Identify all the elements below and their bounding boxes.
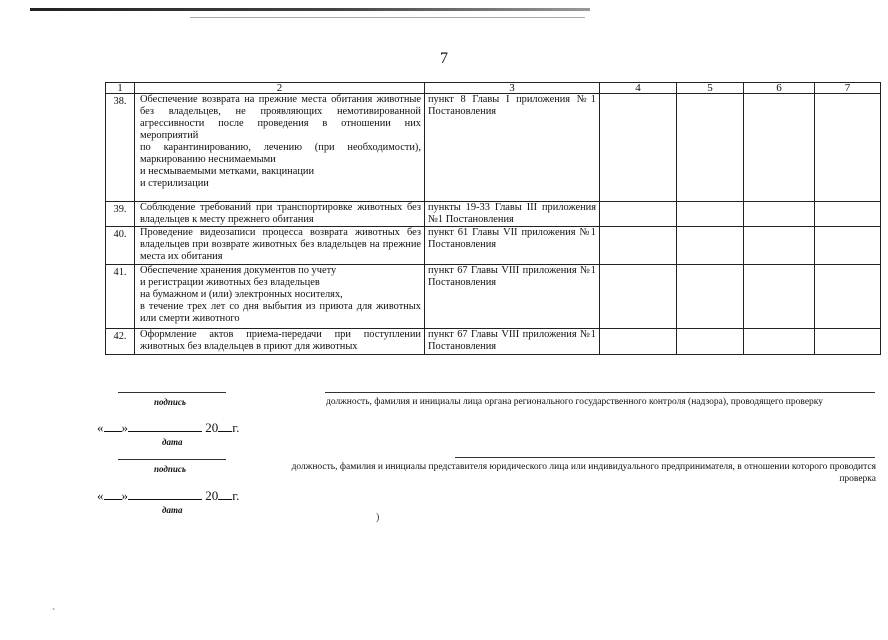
requirement-text: Оформление актов приема-передачи при поступлении животных без владельцев в приют для животных [135,329,425,355]
signature-label: подпись [154,397,186,407]
empty-cell [677,265,744,329]
column-header: 2 [135,83,425,94]
month-blank [128,489,202,500]
table-row [106,94,881,202]
empty-cell [744,202,815,227]
empty-cell [815,227,881,265]
page-number: 7 [440,50,448,67]
requirement-text: Проведение видеозаписи процесса возврата животных без владельцев при возврате животных без владельцев на прежние места их обитания [135,227,425,265]
empty-cell [815,329,881,355]
year-blank [218,489,232,500]
date-close-quote: » [121,488,128,503]
day-blank [104,421,122,432]
column-header: 6 [744,83,815,94]
table-row [106,202,881,227]
column-header: 3 [425,83,600,94]
signature-label: подпись [154,464,186,474]
legal-reference: пункт 67 Главы VIII приложения №1 Постановления [425,329,600,355]
empty-cell [600,94,677,202]
signature-line [118,459,226,460]
row-number: 40. [106,227,135,265]
empty-cell [744,94,815,202]
legal-reference: пункты 19-33 Главы III приложения №1 Постановления [425,202,600,227]
empty-cell [600,227,677,265]
empty-cell [744,329,815,355]
requirement-text: Обеспечение хранения документов по учету и регистрации животных без владельцев на бумажном и (или) электронных носителях, в течение трех лет со дня выбытия из приюта для животных или смерти животного [135,265,425,329]
empty-cell [677,94,744,202]
column-header: 4 [600,83,677,94]
date-open-quote: « [97,488,104,503]
row-number: 39. [106,202,135,227]
row-number: 42. [106,329,135,355]
position-name-line [455,457,875,458]
empty-cell [677,227,744,265]
date-close-quote: » [121,420,128,435]
date-label: дата [162,505,183,515]
empty-cell [815,202,881,227]
row-number: 38. [106,94,135,202]
table-row [106,329,881,355]
day-blank [104,489,122,500]
empty-cell [815,265,881,329]
empty-cell [600,202,677,227]
empty-cell [744,227,815,265]
position-name-caption: должность, фамилия и инициалы представителя юридического лица или индивидуального предпринимателя, в отношении которого проводится проверка [291,462,876,484]
column-header: 7 [815,83,881,94]
date-label: дата [162,437,183,447]
legal-reference: пункт 61 Главы VII приложения №1 Постановления [425,227,600,265]
year-prefix: 20 [205,488,219,503]
empty-cell [600,265,677,329]
date-open-quote: « [97,420,104,435]
table-header-row [106,83,881,94]
legal-reference: пункт 8 Главы I приложения №1 Постановления [425,94,600,202]
column-header: 1 [106,83,135,94]
year-suffix: г. [232,420,240,435]
scan-speck: ) [376,512,380,523]
table-row [106,265,881,329]
requirement-text: Обеспечение возврата на прежние места обитания животные без владельцев, не проявляющих немотивированной агрессивности после проведения в отношении них мероприятий по карантинированию, лечению (при необходимости), маркированию неснимаемыми и несмываемыми метками, вакцинации и стерилизации [135,94,425,202]
row-number: 41. [106,265,135,329]
empty-cell [677,202,744,227]
requirement-text: Соблюдение требований при транспортировке животных без владельцев к месту прежнего обитания [135,202,425,227]
column-header: 5 [677,83,744,94]
empty-cell [600,329,677,355]
empty-cell [744,265,815,329]
year-suffix: г. [232,488,240,503]
position-name-caption: должность, фамилия и инициалы лица органа регионального государственного контроля (надзора), проводящего проверку [326,397,824,407]
year-blank [218,421,232,432]
scan-speck: ` [52,608,56,619]
position-name-line [325,392,875,393]
legal-reference: пункт 67 Главы VIII приложения №1 Постановления [425,265,600,329]
table-row [106,227,881,265]
empty-cell [815,94,881,202]
date-field [97,488,239,504]
scan-top-border-thin [190,17,585,18]
checklist-table [105,82,881,355]
empty-cell [677,329,744,355]
month-blank [128,421,202,432]
date-field [97,420,239,436]
year-prefix: 20 [205,420,219,435]
signature-line [118,392,226,393]
scan-top-border [30,8,590,11]
